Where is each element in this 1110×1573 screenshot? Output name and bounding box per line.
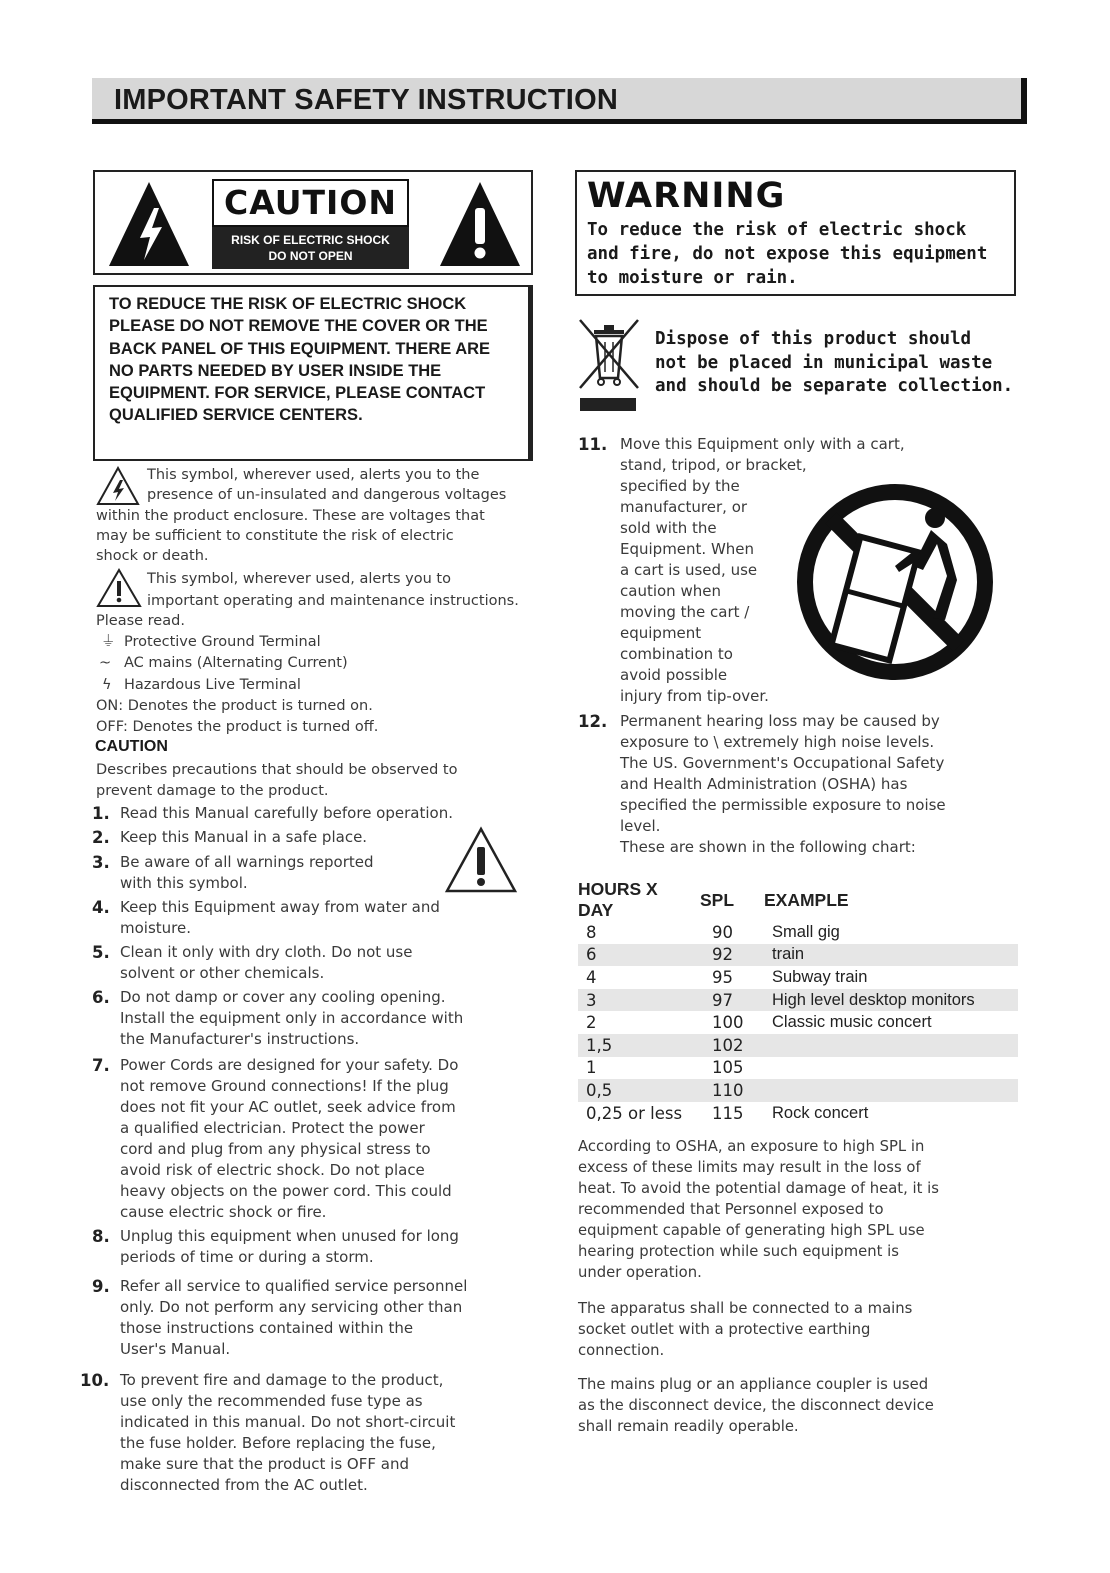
lightning-symbol-line-1: This symbol, wherever used, alerts you to the: [147, 467, 480, 483]
example-cell: Small gig: [772, 922, 840, 941]
spl-cell: 110: [700, 1079, 764, 1102]
example-cell: Subway train: [772, 967, 868, 986]
instruction-text: Clean it only with dry cloth. Do not use solvent or other chemicals.: [120, 943, 413, 982]
instruction-text: Unplug this equipment when unused for long periods of time or during a storm.: [120, 1227, 459, 1266]
reduce-risk-notice: [93, 285, 533, 461]
warning-box: [575, 170, 1016, 296]
live-terminal-icon: ϟ: [102, 677, 112, 693]
hours-cell: 2: [586, 1013, 597, 1033]
instruction-number: 9.: [92, 1277, 110, 1296]
instruction-number: 8.: [92, 1227, 110, 1246]
caution-label-box: [93, 170, 533, 275]
caution-sticker: [212, 179, 409, 269]
hours-cell: 3: [578, 989, 700, 1012]
hours-cell: 0,5: [578, 1079, 700, 1102]
table-row: [578, 966, 1018, 989]
table-row: [578, 1102, 1018, 1125]
instruction-7: [92, 1055, 532, 1225]
table-row: [578, 944, 1018, 967]
instruction-number: 6.: [92, 988, 110, 1007]
crossed-bin-icon: [576, 316, 642, 416]
table-row: [578, 1079, 1018, 1102]
instruction-text: Be aware of all warnings reported with this symbol.: [120, 853, 374, 892]
instruction-number: 11.: [578, 435, 608, 454]
instruction-4: [92, 897, 532, 941]
instruction-10: [80, 1370, 532, 1498]
example-cell: High level desktop monitors: [764, 989, 1018, 1012]
instruction-number: 1.: [92, 804, 110, 823]
earthing-paragraph: The apparatus shall be connected to a mains socket outlet with a protective earthing connection.: [578, 1300, 913, 1359]
hours-cell: 8: [586, 922, 597, 942]
table-row: [578, 1034, 1018, 1057]
spl-cell: 100: [712, 1013, 744, 1033]
exclaim-symbol-line-2: important operating and maintenance instructions.: [147, 593, 519, 609]
instruction-text: Power Cords are designed for your safety. Do not remove Ground connections! If the plug does not fit your AC outlet, seek advice from a qualified electrician. Protect the power cord and plug from any physical stress to avoid risk of electric shock. Do not place heavy objects on the power cord. This could cause electric shock or fire.: [120, 1056, 459, 1221]
caution-word: CAUTION: [212, 179, 409, 227]
example-cell: Rock concert: [772, 1103, 869, 1122]
instruction-1: [92, 803, 532, 825]
instruction-text: To prevent fire and damage to the product, use only the recommended fuse type as indicated in this manual. Do not short-circuit the fuse holder. Before replacing the fuse, make sure that the product is OFF and disconnected from the AC outlet.: [120, 1371, 456, 1494]
caution-description: Describes precautions that should be observed to prevent damage to the product.: [96, 762, 458, 799]
lightning-symbol-icon: [96, 466, 140, 506]
on-definition: ON: Denotes the product is turned on.: [96, 698, 373, 714]
exclaim-symbol-line-1: This symbol, wherever used, alerts you to: [147, 571, 451, 587]
instruction-text: Do not damp or cover any cooling opening. Install the equipment only in accordance with the Manufacturer's instructions.: [120, 988, 464, 1048]
exclamation-warning-icon: [444, 826, 518, 894]
instruction-number: 7.: [92, 1056, 110, 1075]
instruction-number: 3.: [92, 853, 110, 872]
lightning-symbol-line-2: presence of un-insulated and dangerous voltages: [147, 487, 507, 503]
warning-title: WARNING: [587, 176, 786, 216]
live-terminal-label: Hazardous Live Terminal: [124, 677, 301, 693]
instruction-text: Move this Equipment only with a cart, stand, tripod, or bracket, specified by the manufacturer, or sold with the Equipment. When a cart is used, use caution when moving the cart / equipment combination to avoid possible injury from tip-over.: [620, 435, 905, 705]
example-cell: [764, 1034, 1018, 1057]
spl-cell: 90: [712, 922, 733, 942]
spl-cell: 105: [712, 1058, 744, 1078]
table-header-row: [578, 879, 1018, 921]
instruction-8: [92, 1226, 532, 1270]
spl-cell: 95: [712, 967, 733, 987]
instruction-number: 2.: [92, 828, 110, 847]
instruction-12: [578, 711, 1018, 861]
column-header-hours: HOURS X DAY: [578, 879, 658, 920]
table-row: [578, 921, 1018, 944]
hours-cell: 1: [586, 1058, 597, 1078]
instruction-5: [92, 942, 532, 986]
instruction-number: 5.: [92, 943, 110, 962]
instruction-text: Keep this Equipment away from water and moisture.: [120, 898, 440, 937]
ac-mains-icon: ~: [99, 655, 112, 671]
lightning-symbol-line-4: may be sufficient to constitute the risk of electric: [96, 528, 454, 544]
instruction-number: 12.: [578, 712, 608, 731]
instruction-text: Refer all service to qualified service personnel only. Do not perform any servicing other than those instructions contained within the User's Manual.: [120, 1277, 468, 1358]
spl-cell: 92: [700, 944, 764, 967]
instruction-text: Keep this Manual in a safe place.: [120, 828, 368, 846]
column-header-spl: SPL: [700, 889, 735, 910]
header-banner: [92, 78, 1027, 124]
instruction-6: [92, 987, 532, 1051]
instruction-text: Permanent hearing loss may be caused by exposure to \ extremely high noise levels. The US. Government's Occupational Safety and Health Administration (OSHA) has specified the permissible exposure to noise level. These are shown in the following chart:: [620, 712, 946, 856]
instruction-number: 4.: [92, 898, 110, 917]
hours-cell: 1,5: [578, 1034, 700, 1057]
exclamation-warning-icon: [438, 180, 522, 268]
table-row: [578, 989, 1018, 1012]
reduce-risk-text: TO REDUCE THE RISK OF ELECTRIC SHOCK PLEASE DO NOT REMOVE THE COVER OR THE BACK PANEL OF THIS EQUIPMENT. THERE ARE NO PARTS NEEDED BY USER INSIDE THE EQUIPMENT. FOR SERVICE, PLEASE CONTACT QUALIFIED SERVICE CENTERS.: [109, 295, 491, 425]
table-row: [578, 1057, 1018, 1080]
ground-terminal-icon: ⏚: [101, 634, 116, 650]
hours-cell: 4: [586, 967, 597, 987]
mains-disconnect-paragraph: The mains plug or an appliance coupler is used as the disconnect device, the disconnect device shall remain readily operable.: [578, 1376, 934, 1435]
spl-cell: 97: [700, 989, 764, 1012]
example-cell: Classic music concert: [772, 1013, 932, 1032]
example-cell: [764, 1079, 1018, 1102]
lightning-warning-icon: [107, 180, 191, 268]
instruction-3: [92, 852, 432, 896]
hours-cell: 6: [578, 944, 700, 967]
instruction-text: Read this Manual carefully before operation.: [120, 804, 453, 822]
example-cell: [764, 1057, 1018, 1080]
column-header-example: EXAMPLE: [764, 889, 849, 910]
caution-heading: CAUTION: [95, 738, 168, 755]
page-title: IMPORTANT SAFETY INSTRUCTION: [114, 84, 618, 116]
hours-cell: 0,25 or less: [586, 1103, 683, 1123]
example-cell: train: [764, 944, 1018, 967]
caution-subtext-line2: DO NOT OPEN: [268, 249, 353, 263]
lightning-symbol-line-5: shock or death.: [96, 548, 209, 564]
spl-exposure-table: [578, 879, 1018, 1124]
osha-paragraph: According to OSHA, an exposure to high SPL in excess of these limits may result in the loss of heat. To avoid the potential damage of heat, it is recommended that Personnel exposed to equipment capable of generating high SPL use hearing protection while such equipment is under operation.: [578, 1138, 939, 1281]
warning-text: To reduce the risk of electric shock and fire, do not expose this equipment to moisture or rain.: [587, 220, 988, 288]
table-row: [578, 1011, 1018, 1034]
instruction-number: 10.: [80, 1371, 110, 1390]
caution-subtext-line1: RISK OF ELECTRIC SHOCK: [231, 233, 390, 247]
cart-tipover-icon: [795, 470, 995, 695]
spl-cell: 102: [700, 1034, 764, 1057]
ac-mains-label: AC mains (Alternating Current): [124, 655, 348, 671]
exclaim-symbol-line-3: Please read.: [96, 613, 185, 629]
ground-terminal-label: Protective Ground Terminal: [124, 634, 321, 650]
lightning-symbol-line-3: within the product enclosure. These are voltages that: [96, 508, 485, 524]
instruction-9: [92, 1276, 532, 1362]
spl-cell: 115: [712, 1103, 744, 1123]
off-definition: OFF: Denotes the product is turned off.: [96, 719, 379, 735]
dispose-notice: Dispose of this product should not be placed in municipal waste and should be separate collection.: [655, 329, 1014, 396]
caution-subtext: [212, 227, 409, 269]
exclamation-symbol-icon: [96, 568, 142, 608]
